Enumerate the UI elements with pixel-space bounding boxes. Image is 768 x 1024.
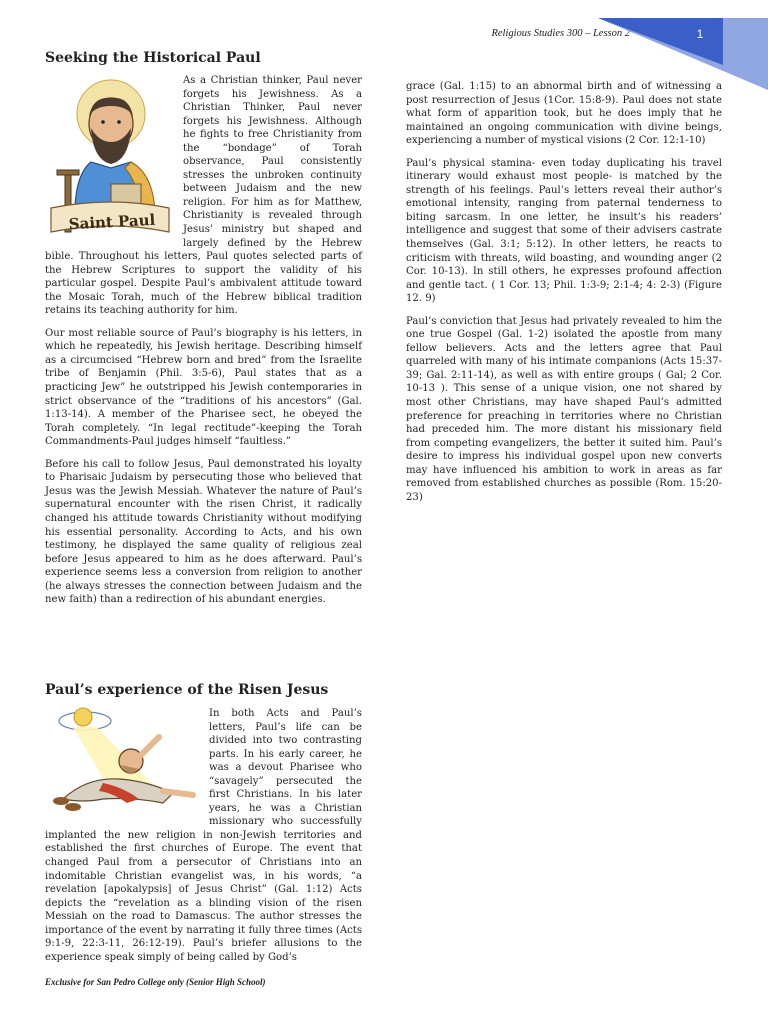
section2-body	[45, 707, 362, 964]
page-number: 1	[696, 27, 704, 41]
saint-paul-banner-label: Saint Paul	[68, 210, 156, 234]
left-column	[45, 74, 362, 616]
section-title-risen-jesus: Paul’s experience of the Risen Jesus	[45, 682, 329, 698]
paragraph-2: Our most reliable source of Paul’s biography is his letters, in which he repeatedly, his Jewish heritage. Describing himself as a circumcised “Hebrew born and bred” from the Israelite tribe of Benjamin (Phil. 3:5-6), Paul states that as a practicing Jew” he outstripped his Jewish contemporaries in strict observance of the “traditions of his ancestors” (Gal. 1:13-14). A member of the Pharisee sect, he obeyed the Torah completely. “In legal rectitude”-keeping the Torah Commandments-Paul judges himself “faultless.”	[45, 327, 362, 448]
footer-note: Exclusive for San Pedro College only (Senior High School)	[45, 977, 266, 987]
paragraph-3: Before his call to follow Jesus, Paul demonstrated his loyalty to Pharisaic Judaism by persecuting those who believed that Jesus was the Jewish Messiah. Whatever the nature of Paul’s supernatural encounter with the risen Christ, it radically changed his attitude towards Christianity without modifying his essential personality. According to Acts, and his own testimony, he displayed the same quality of religious zeal before Jesus appeared to him as he does afterward. Paul’s experience seems less a conversion from religion to another (he always stresses the connection between Judaism and the new faith) than a redirection of his abundant energies.	[45, 458, 362, 606]
section2-paragraph: In both Acts and Paul’s letters, Paul’s life can be divided into two contrasting parts. In his early career, he was a devout Pharisee who “savagely” persecuted the first Christians. In his later years, he was a Christian missionary who successfully implanted the new religion in non-Jewish territories and established the first churches of Europe. The event that changed Paul from a persecutor of Christians into an indomitable Christian evangelist was, in his words, “a revelation [apokalypsis] of Jesus Christ” (Gal. 1:12) Acts depicts the “revelation as a blinding vision of the risen Messiah on the road to Damascus. The author stresses the importance of the event by narrating it fully three times (Acts 9:1-9, 22:3-11, 26:12-19). Paul’s briefer allusions to the experience speak simply of being called by God’s	[45, 708, 362, 963]
course-header: Religious Studies 300 – Lesson 2	[491, 28, 630, 39]
paul-conversion-illustration	[43, 707, 201, 817]
section-title-historical-paul: Seeking the Historical Paul	[45, 50, 261, 66]
corner-decoration	[568, 0, 768, 90]
right-paragraph-2: Paul’s physical stamina- even today duplicating his travel itinerary would exhaust most people- is matched by the strength of his feelings. Paul’s letters reveal their author’s emotional intensity, ranging from paternal tenderness to biting sarcasm. In one letter, he insult’s his readers’ intelligence and suggest that some of their advisers castrate themselves (Gal. 3:1; 5:12). In other letters, he reacts to criticism with threats, wild boasting, and wounding anger (2 Cor. 10-13). In still others, he expresses profound affection and gentle tact. ( 1 Cor. 13; Phil. 1:3-9; 2:1-4; 4: 2-3) (Figure 12. 9)	[406, 157, 722, 305]
right-paragraph-1: grace (Gal. 1:15) to an abnormal birth and of witnessing a post resurrection of Jesus (1Cor. 15:8-9). Paul does not state what form of apparition took, but he does imply that he maintained an ongoing communication with divine beings, experiencing a number of mystical visions (2 Cor. 12:1-10)	[406, 81, 722, 147]
right-column	[406, 80, 722, 513]
right-paragraph-3: Paul’s conviction that Jesus had privately revealed to him the one true Gospel (Gal. 1-2) isolated the apostle from many fellow believers. Acts and the letters agree that Paul quarreled with many of his intimate companions (Acts 15:37-39; Gal. 2:11-14), as well as with entire groups ( Gal; 2 Cor. 10-13 ). This sense of a unique vision, one not shared by most other Christians, may have shaped Paul’s admitted preference for preaching in territories where no Christian had preceded him. The more distant his missionary field from competing evangelizers, the better it suited him. Paul’s desire to impress his individual gospel upon new converts may have influenced his ambition to work in areas as far removed from established churches as possible (Rom. 15:20-23)	[406, 315, 722, 503]
paragraph-1: As a Christian thinker, Paul never forgets his Jewishness. As a Christian Thinker, Paul never forgets his Jewishness. Although he fights to free Christianity from the “bondage” of Torah observance, Paul consistently stresses the unbroken continuity between Judaism and the new religion. For him as for Matthew, Christianity is revealed through Jesus’ ministry but shaped and largely defined by the Hebrew bible. Throughout his letters, Paul quotes selected parts of the Hebrew Scriptures to support the validity of his particular gospel. Despite Paul’s ambivalent attitude toward the Mosaic Torah, much of the Hebrew biblical tradition retains its teaching authority for him.	[45, 75, 362, 317]
